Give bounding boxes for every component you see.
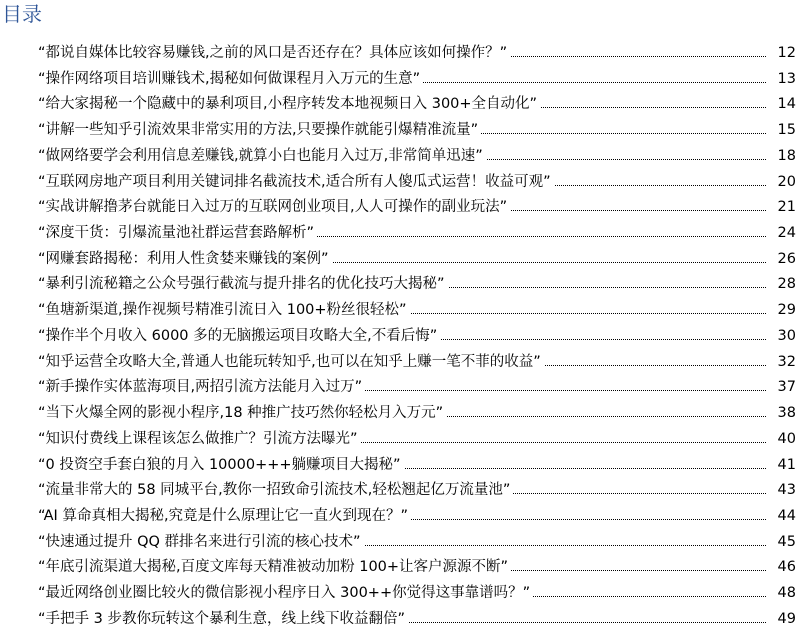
toc-entry[interactable] [0,554,800,580]
toc-entry-title: “年底引流渠道大揭秘,百度文库每天精准被动加粉 100+让客户源源不断” [38,558,511,576]
toc-entry-title: “手把手 3 步教你玩转这个暴利生意，线上线下收益翻倍” [38,610,408,628]
toc-entry[interactable] [0,91,800,117]
toc-entry-title: “都说自媒体比较容易赚钱,之前的风口是否还存在？具体应该如何操作？” [38,44,510,62]
toc-entry[interactable] [0,194,800,220]
toc-entry-title: “做网络要学会利用信息差赚钱,就算小白也能月入过万,非常简单迅速” [38,147,486,165]
toc-entry-title: “快速通过提升 QQ 群排名来进行引流的核心技术” [38,533,364,551]
toc-entry[interactable] [0,66,800,92]
toc-entry[interactable] [0,220,800,246]
toc-entry-page-number: 40 [777,430,796,447]
toc-entry[interactable] [0,477,800,503]
toc-entry-title: “网赚套路揭秘：利用人性贪婪来赚钱的案例” [38,250,332,268]
toc-entry-page-number: 44 [777,507,796,524]
toc-entry-page-number: 12 [777,45,796,61]
toc-entry[interactable] [0,271,800,297]
toc-entry[interactable] [0,606,800,632]
toc-entry-page-number: 18 [777,147,796,164]
toc-entry-page-number: 24 [777,225,796,242]
toc-entry[interactable] [0,169,800,195]
toc-entry-title: “流量非常大的 58 同城平台,教你一招致命引流技术,轻松翘起亿万流量池” [38,481,513,499]
toc-entry-page-number: 32 [777,353,796,370]
toc-entry[interactable] [0,529,800,555]
toc-entry[interactable] [0,323,800,349]
toc-entry-page-number: 14 [777,96,796,113]
toc-entry-page-number: 21 [777,199,796,216]
toc-entry-page-number: 28 [777,276,796,293]
toc-entry[interactable] [0,426,800,452]
toc-entry[interactable] [0,503,800,529]
toc-entry-title: “讲解一些知乎引流效果非常实用的方法,只要操作就能引爆精准流量” [38,121,481,139]
toc-entry-page-number: 46 [777,559,796,576]
toc-entry-page-number: 13 [777,70,796,87]
toc-entry[interactable] [0,40,800,66]
toc-entry-title: “实战讲解撸茅台就能日入过万的互联网创业项目,人人可操作的副业玩法” [38,198,510,216]
toc-entry[interactable] [0,246,800,272]
toc-entry-page-number: 26 [777,250,796,267]
toc-entry-title: “给大家揭秘一个隐藏中的暴利项目,小程序转发本地视频日入 300+全自动化” [38,95,540,113]
toc-entry-title: “鱼塘新渠道,操作视频号精准引流日入 100+粉丝很轻松” [38,301,410,319]
toc-entry-title: “操作网络项目培训赚钱术,揭秘如何做课程月入万元的生意” [38,70,423,88]
toc-entry[interactable] [0,452,800,478]
toc-entry-title: “新手操作实体蓝海项目,两招引流方法能月入过万” [38,378,365,396]
toc-entry[interactable] [0,374,800,400]
toc-entry-title: “操作半个月收入 6000 多的无脑搬运项目攻略大全,不看后悔” [38,327,440,345]
toc-entry[interactable] [0,580,800,606]
toc-entry-page-number: 37 [777,379,796,396]
toc-entry-page-number: 29 [777,302,796,319]
toc-title: 目录 [2,2,42,26]
toc-entry-page-number: 45 [777,533,796,550]
toc-entry-page-number: 15 [777,122,796,139]
toc-entry-title: “知识付费线上课程该怎么做推广？引流方法曝光” [38,430,361,448]
toc-entry-title: “AI 算命真相大揭秘,究竟是什么原理让它一直火到现在？” [38,507,411,525]
toc-entry-title: “最近网络创业圈比较火的微信影视小程序日入 300++你觉得这事靠谱吗？” [38,584,533,602]
toc-entry-page-number: 48 [777,585,796,602]
toc-entry-page-number: 41 [777,456,796,473]
toc-entry-title: “知乎运营全攻略大全,普通人也能玩转知乎,也可以在知乎上赚一笔不菲的收益” [38,353,544,371]
toc-entry[interactable] [0,143,800,169]
toc-entry[interactable] [0,349,800,375]
toc-entry-page-number: 38 [777,405,796,422]
toc-entry-page-number: 49 [777,610,796,627]
toc-entry-title: “互联网房地产项目利用关键词排名截流技术,适合所有人傻瓜式运营！收益可观” [38,173,554,191]
toc-entry[interactable] [0,400,800,426]
toc-entry-page-number: 30 [777,327,796,344]
toc-entry-page-number: 20 [777,173,796,190]
toc-entry[interactable] [0,117,800,143]
toc-entry-page-number: 43 [777,482,796,499]
toc-entry-title: “0 投资空手套白狼的月入 10000+++躺赚项目大揭秘” [38,456,404,474]
toc-list [0,40,800,632]
toc-entry[interactable] [0,297,800,323]
toc-entry-title: “暴利引流秘籍之公众号强行截流与提升排名的优化技巧大揭秘” [38,275,448,293]
toc-entry-title: “当下火爆全网的影视小程序,18 种推广技巧然你轻松月入万元” [38,404,446,422]
toc-entry-title: “深度干货：引爆流量池社群运营套路解析” [38,224,317,242]
